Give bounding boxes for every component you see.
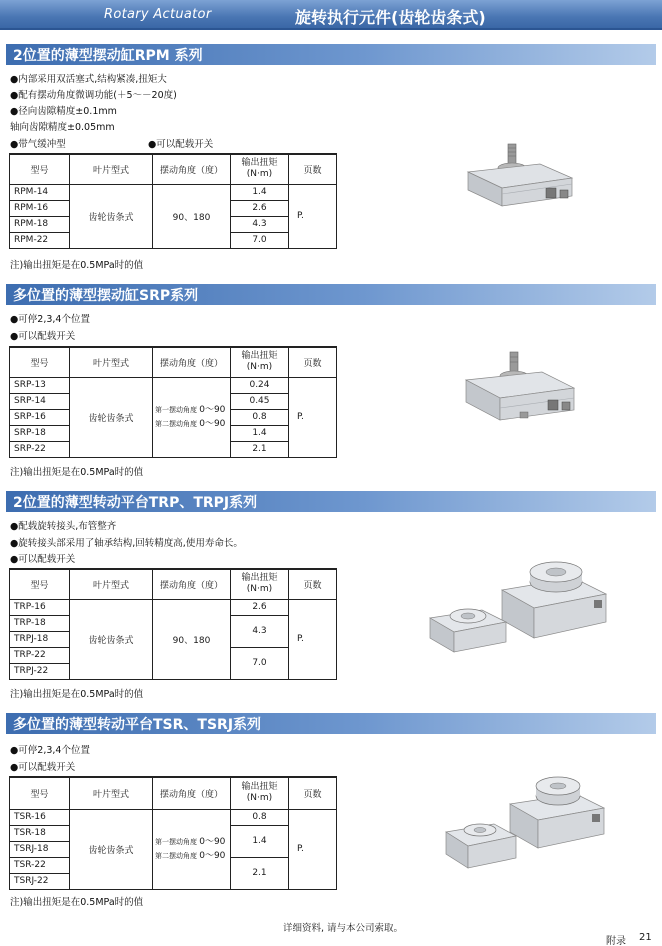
rpm-spec-table <box>9 153 337 249</box>
trp-note: 注)输出扭矩是在0.5MPa时的值 <box>10 689 144 700</box>
table-row: TRPJ-22 <box>10 663 70 679</box>
torque-cell: 4.3 <box>231 216 289 232</box>
tsr-bullet-1: ●可停2,3,4个位置 <box>10 745 90 756</box>
section-title-rpm: 2位置的薄型摆动缸RPM 系列 <box>6 44 656 65</box>
col-page: 页数 <box>289 777 337 809</box>
col-model: 型号 <box>10 569 70 599</box>
col-page: 页数 <box>289 569 337 599</box>
torque-cell: 0.8 <box>231 809 289 825</box>
footer-contact: 详细资料, 请与本公司索取。 <box>283 923 404 934</box>
vane-cell: 齿轮齿条式 <box>70 184 153 248</box>
col-torque: 输出扭矩 (N·m) <box>231 777 289 809</box>
col-torque: 输出扭矩 (N·m) <box>231 347 289 377</box>
torque-cell: 2.1 <box>231 441 289 457</box>
rpm-bullet-2: ●配有摆动角度微调功能(＋5～－20度) <box>10 90 177 101</box>
table-row: RPM-14 <box>10 184 70 200</box>
table-row: RPM-22 <box>10 232 70 248</box>
angle-cell: 90、180 <box>153 599 231 679</box>
rpm-bullet-3: ●径向齿隙精度±0.1mm <box>10 106 117 117</box>
col-angle: 摆动角度（度） <box>153 154 231 184</box>
footer-page-number: 21 <box>639 932 652 943</box>
tsr-spec-table <box>9 776 337 890</box>
page-cell: P. <box>289 599 337 679</box>
table-row: TRP-18 <box>10 615 70 631</box>
section-title-srp: 多位置的薄型摆动缸SRP系列 <box>6 284 656 305</box>
torque-cell: 2.6 <box>231 200 289 216</box>
table-row: RPM-18 <box>10 216 70 232</box>
srp-product-image <box>460 350 580 436</box>
torque-cell: 0.24 <box>231 377 289 393</box>
page-cell: P. <box>289 184 337 248</box>
torque-cell: 2.6 <box>231 599 289 615</box>
torque-cell: 1.4 <box>231 184 289 200</box>
trp-bullet-3: ●可以配载开关 <box>10 554 76 565</box>
col-torque: 输出扭矩 (N·m) <box>231 154 289 184</box>
table-row: TSR-16 <box>10 809 70 825</box>
vane-cell: 齿轮齿条式 <box>70 599 153 679</box>
table-row: SRP-14 <box>10 393 70 409</box>
page-cell: P. <box>289 377 337 457</box>
table-row: SRP-13 <box>10 377 70 393</box>
rpm-bullet-5: ●带气缓冲型 <box>10 139 66 150</box>
vane-cell: 齿轮齿条式 <box>70 377 153 457</box>
table-row: RPM-16 <box>10 200 70 216</box>
col-angle: 摆动角度（度） <box>153 569 231 599</box>
header-banner <box>0 0 662 30</box>
trp-product-image <box>424 560 614 670</box>
table-row: TSRJ-22 <box>10 873 70 889</box>
tsr-bullet-2: ●可以配载开关 <box>10 762 76 773</box>
table-row: TSR-18 <box>10 825 70 841</box>
tsr-product-image <box>442 774 612 884</box>
col-model: 型号 <box>10 347 70 377</box>
angle-cell: 第一摆动角度 0～90 第二摆动角度 0～90 <box>153 809 231 889</box>
col-angle: 摆动角度（度） <box>153 777 231 809</box>
torque-cell: 0.8 <box>231 409 289 425</box>
torque-cell: 2.1 <box>231 857 289 889</box>
srp-bullet-2: ●可以配载开关 <box>10 331 76 342</box>
trp-bullet-2: ●旋转接头部采用了轴承结构,回转精度高,使用寿命长。 <box>10 538 243 549</box>
col-vane: 叶片型式 <box>70 569 153 599</box>
rpm-bullet-4: 轴向齿隙精度±0.05mm <box>10 122 115 133</box>
rpm-bullet-6: ●可以配载开关 <box>148 139 214 150</box>
col-page: 页数 <box>289 154 337 184</box>
rpm-product-image <box>460 142 580 222</box>
col-model: 型号 <box>10 154 70 184</box>
angle-cell: 90、180 <box>153 184 231 248</box>
col-vane: 叶片型式 <box>70 347 153 377</box>
torque-cell: 7.0 <box>231 232 289 248</box>
trp-bullet-1: ●配载旋转接头,布管整齐 <box>10 521 117 532</box>
tsr-note: 注)输出扭矩是在0.5MPa时的值 <box>10 897 144 908</box>
srp-note: 注)输出扭矩是在0.5MPa时的值 <box>10 467 144 478</box>
srp-bullet-1: ●可停2,3,4个位置 <box>10 314 90 325</box>
table-row: TSR-22 <box>10 857 70 873</box>
table-row: TSRJ-18 <box>10 841 70 857</box>
torque-cell: 7.0 <box>231 647 289 679</box>
table-row: SRP-16 <box>10 409 70 425</box>
torque-cell: 4.3 <box>231 615 289 647</box>
section-title-trp: 2位置的薄型转动平台TRP、TRPJ系列 <box>6 491 656 512</box>
table-row: SRP-18 <box>10 425 70 441</box>
section-title-tsr: 多位置的薄型转动平台TSR、TSRJ系列 <box>6 713 656 734</box>
table-row: TRP-22 <box>10 647 70 663</box>
footer-appendix: 附录 <box>606 936 626 946</box>
col-model: 型号 <box>10 777 70 809</box>
table-row: TRPJ-18 <box>10 631 70 647</box>
col-page: 页数 <box>289 347 337 377</box>
col-torque: 输出扭矩 (N·m) <box>231 569 289 599</box>
torque-cell: 1.4 <box>231 425 289 441</box>
angle-cell: 第一摆动角度 0～90 第二摆动角度 0～90 <box>153 377 231 457</box>
srp-spec-table <box>9 346 337 458</box>
torque-cell: 1.4 <box>231 825 289 857</box>
table-row: SRP-22 <box>10 441 70 457</box>
rpm-note: 注)输出扭矩是在0.5MPa时的值 <box>10 260 144 271</box>
torque-cell: 0.45 <box>231 393 289 409</box>
rpm-bullet-1: ●内部采用双活塞式,结构紧凑,扭矩大 <box>10 74 167 85</box>
vane-cell: 齿轮齿条式 <box>70 809 153 889</box>
page-cell: P. <box>289 809 337 889</box>
table-row: TRP-16 <box>10 599 70 615</box>
col-angle: 摆动角度（度） <box>153 347 231 377</box>
header-english-title: Rotary Actuator <box>104 7 212 22</box>
trp-spec-table <box>9 568 337 680</box>
header-chinese-title: 旋转执行元件(齿轮齿条式) <box>295 8 486 27</box>
col-vane: 叶片型式 <box>70 154 153 184</box>
col-vane: 叶片型式 <box>70 777 153 809</box>
